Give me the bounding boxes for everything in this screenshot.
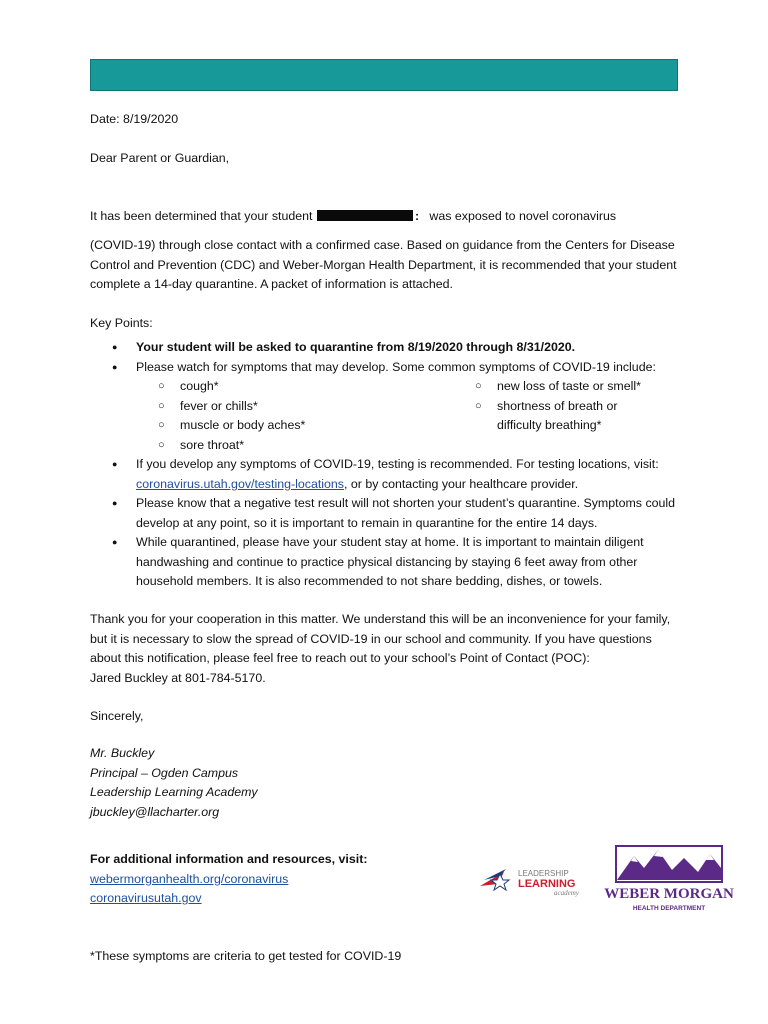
- intro-text-part1: It has been determined that your student: [90, 209, 313, 223]
- poc-phone: 801-784-5170: [185, 670, 263, 685]
- symptom-item: ○ fever or chills*: [158, 397, 305, 417]
- symptoms-columns: [136, 377, 680, 455]
- signer-email: jbuckley@llacharter.org: [90, 804, 220, 819]
- bullet-negative-test: [90, 494, 680, 533]
- lla-word-1: LEADERSHIP: [518, 869, 569, 878]
- bullet-testing-tail: , or by contacting your healthcare provider.: [344, 476, 579, 491]
- poc-at: at: [167, 670, 186, 685]
- bullet-symptoms-text: Please watch for symptoms that may develop. Some common symptoms of COVID-19 include:: [136, 359, 656, 374]
- signer-org: Leadership Learning Academy: [90, 785, 258, 799]
- header-banner: [90, 59, 678, 91]
- signer-title: Principal – Ogden Campus: [90, 765, 239, 780]
- poc-end: .: [262, 670, 266, 685]
- signature-block: [90, 744, 680, 822]
- poc-name: Jared Buckley: [90, 670, 168, 685]
- symptom-item: ○ cough*: [158, 377, 305, 397]
- symptom-item: ○ muscle or body aches*: [158, 416, 305, 436]
- bullet-symptoms: [90, 358, 680, 456]
- testing-locations-link[interactable]: coronavirus.utah.gov/testing-locations: [136, 476, 345, 491]
- wm-title: WEBER MORGAN: [604, 886, 734, 902]
- bullet-stay-home-text: While quarantined, please have your student stay at home. It is important to maintain diligent handwashing and continue to practice physical distancing by staying 6 feet away from other household members. It is also recommended to not share bedding, dishes, or towels.: [136, 535, 644, 588]
- lla-word-3: academy: [554, 889, 579, 897]
- intro-text-part2: was exposed to novel coronavirus: [429, 209, 617, 223]
- resources-label: For additional information and resources, visit:: [90, 852, 368, 866]
- symptom-item: ○ sore throat*: [158, 436, 305, 456]
- intro-line: It has been determined that your student : was exposed to novel coronavirus: [90, 209, 617, 223]
- key-points-label: Key Points:: [90, 316, 153, 330]
- bullet-negative-test-text: Please know that a negative test result will not shorten your student’s quarantine. Symptoms could develop at any point, so it is important to remain in quarantine for the entire 14 days.: [136, 496, 676, 530]
- resource-link-coronavirusutah[interactable]: coronavirusutah.gov: [90, 891, 202, 905]
- bullet-quarantine-dates: [90, 338, 680, 358]
- footnote: *These symptoms are criteria to get tested for COVID-19: [90, 949, 402, 963]
- symptom-item: ○ new loss of taste or smell*: [475, 377, 665, 397]
- bullet-stay-home: [90, 533, 680, 592]
- thanks-text: Thank you for your cooperation in this matter. We understand this will be an inconvenience for your family, but it is necessary to slow the spread of COVID-19 in our school and community. If you have questions about this notification, please feel free to reach out to your school’s Point of Contact (POC):: [90, 612, 671, 665]
- bullet-testing: [90, 455, 680, 494]
- symptom-item: ○ shortness of breath or difficulty breathing*: [475, 397, 665, 436]
- bullet-testing-text: If you develop any symptoms of COVID-19, testing is recommended. For testing locations, visit:: [136, 457, 659, 471]
- greeting: Dear Parent or Guardian,: [90, 151, 230, 165]
- resources-block: [90, 850, 460, 909]
- bullet-quarantine-text: Your student will be asked to quarantine from 8/19/2020 through 8/31/2020.: [136, 340, 576, 354]
- intro-paragraph: (COVID-19) through close contact with a confirmed case. Based on guidance from the Centers for Disease Control and Prevention (CDC) and Weber-Morgan Health Department, it is recommended that your student complete a 14-day quarantine. A packet of information is attached.: [90, 238, 677, 291]
- closing: Sincerely,: [90, 709, 144, 723]
- symptoms-left-list: [158, 377, 305, 455]
- weber-morgan-health-logo: [604, 842, 734, 922]
- signer-name: Mr. Buckley: [90, 746, 155, 760]
- leadership-learning-academy-logo: [470, 836, 592, 924]
- resource-link-webermorgan[interactable]: webermorganhealth.org/coronavirus: [90, 871, 289, 886]
- thanks-paragraph: [90, 610, 680, 688]
- lla-word-2: LEARNING: [518, 878, 576, 890]
- date-line: Date: 8/19/2020: [90, 112, 179, 126]
- wm-subtitle: HEALTH DEPARTMENT: [632, 905, 706, 912]
- symptoms-right-list: [475, 377, 665, 436]
- redacted-student-name: [317, 210, 413, 221]
- key-points-list: [90, 338, 680, 592]
